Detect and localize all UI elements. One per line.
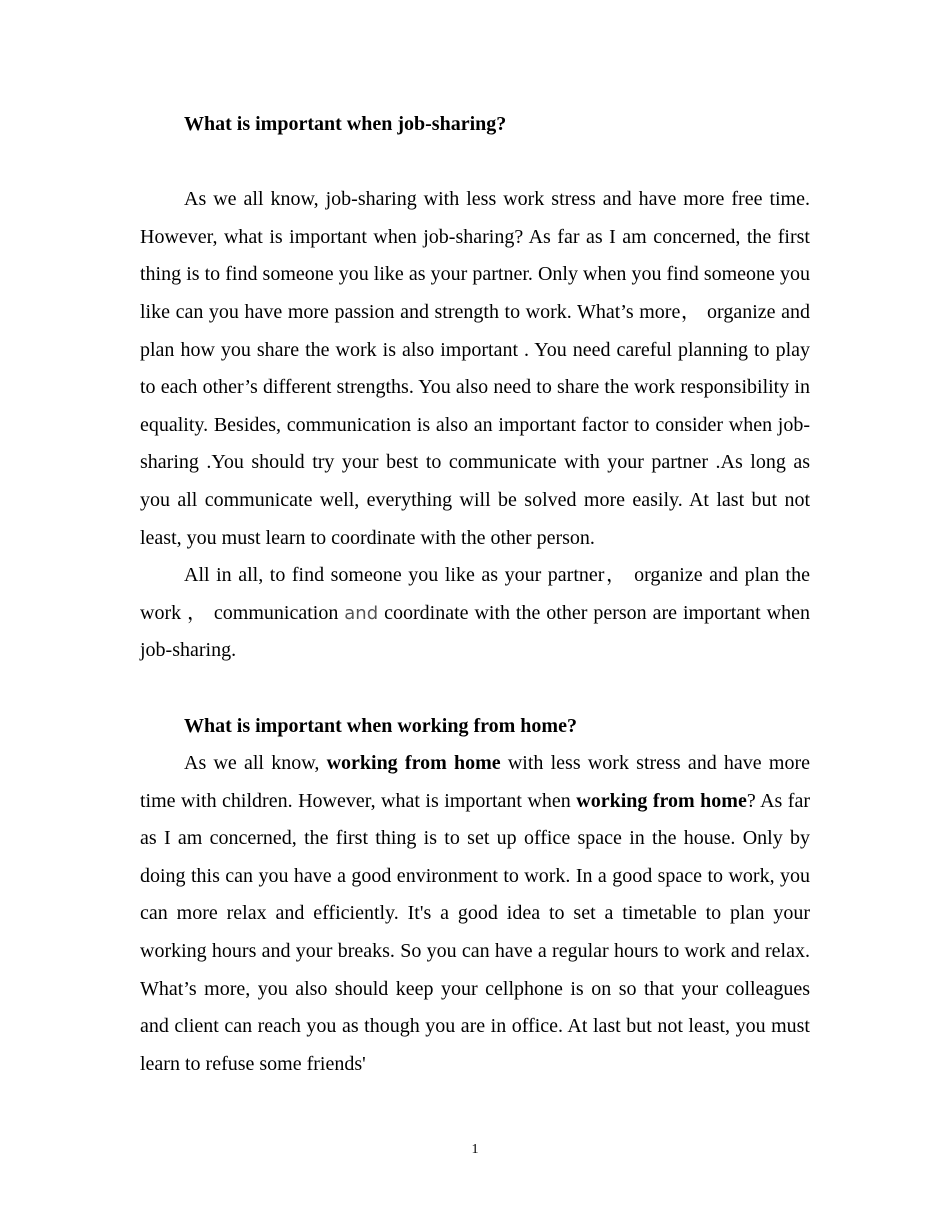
wfh-bold-term-1: working from home xyxy=(326,752,501,775)
blank-line xyxy=(140,144,810,182)
conclusion-word-and: and xyxy=(344,602,379,624)
wfh-text-c: with less work stress and have more time with children. However, what is important when xyxy=(140,752,810,812)
conclusion-text-part1: All in all, to find someone you like as your partner， organize and plan the work ， communication xyxy=(140,564,810,624)
wfh-bold-term-2: working from home xyxy=(576,789,747,812)
paragraph-working-from-home-body xyxy=(140,745,810,1083)
section-heading-job-sharing: What is important when job-sharing? xyxy=(184,113,507,135)
conclusion-text-part2: coordinate with the other person are important when job-sharing. xyxy=(140,601,810,662)
wfh-text-e: ? As far as I am concerned, the first thing is to set up office space in the house. Only by doing this can you have a good environment to work. In a good space to work, you can more relax and efficiently. It's a good idea to set a timetable to plan your working hours and your breaks. So you can have a regular hours to work and relax. What’s more, you also should keep your cellphone is on so that your colleagues and client can reach you as though you are in office. At last but not least, you must learn to refuse some friends' xyxy=(140,789,810,1075)
wfh-text-a: As we all know, xyxy=(184,752,327,775)
paragraph-job-sharing-conclusion xyxy=(140,557,810,670)
blank-line xyxy=(140,670,810,708)
document-body xyxy=(140,106,810,1083)
page-number: 1 xyxy=(471,1142,479,1157)
paragraph-job-sharing-body: As we all know, job-sharing with less work stress and have more free time. However, what is important when job-sharing? As far as I am concerned, the first thing is to find someone you like as your partner. Only when you find someone you like can you have more passion and strength to work. What’s more， organize and plan how you share the work is also important . You need careful planning to play to each other’s different strengths. You also need to share the work responsibility in equality. Besides, communication is also an important factor to consider when job-sharing .You should try your best to communicate with your partner .As long as you all communicate well, everything will be solved more easily. At last but not least, you must learn to coordinate with the other person. xyxy=(140,188,810,549)
section-heading-working-from-home: What is important when working from home? xyxy=(184,714,577,737)
